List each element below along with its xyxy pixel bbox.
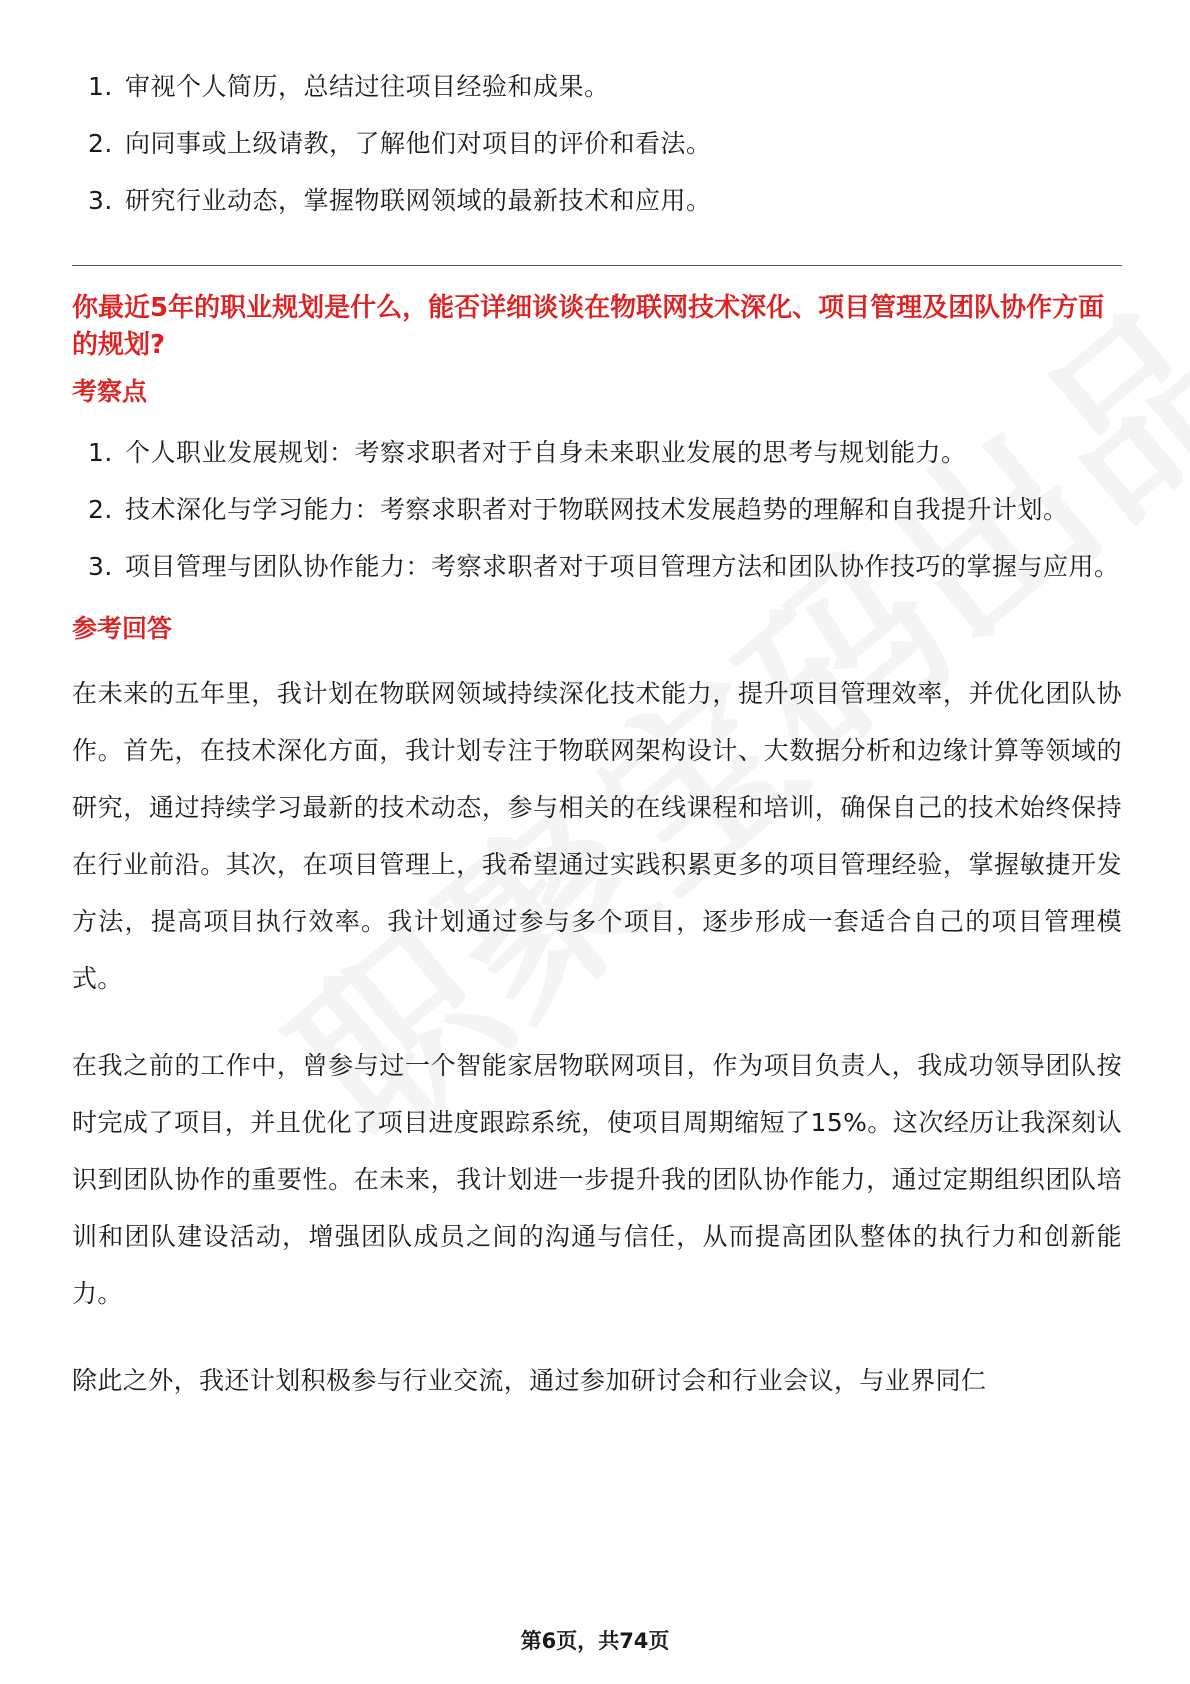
question-heading: 你最近5年的职业规划是什么，能否详细谈谈在物联网技术深化、项目管理及团队协作方面的规划? (72, 293, 1105, 360)
list-number: 1. (88, 438, 113, 467)
list-item-text: 个人职业发展规划：考察求职者对于自身未来职业发展的思考与规划能力。 (125, 438, 967, 467)
list-item (72, 58, 1122, 115)
examine-label: 考察点 (72, 377, 148, 406)
examine-list (72, 424, 1122, 595)
answer-label: 参考回答 (72, 614, 173, 643)
list-item (72, 538, 1122, 595)
answer-paragraph: 在我之前的工作中，曾参与过一个智能家居物联网项目，作为项目负责人，我成功领导团队按时完成了项目，并且优化了项目进度跟踪系统，使项目周期缩短了15%。这次经历让我深刻认识到团队协作的重要性。在未来，我计划进一步提升我的团队协作能力，通过定期组织团队培训和团队建设活动，增强团队成员之间的沟通与信任，从而提高团队整体的执行力和创新能力。 (72, 1051, 1122, 1308)
list-number: 2. (88, 495, 113, 524)
list-item (72, 172, 1122, 229)
list-item-text: 向同事或上级请教，了解他们对项目的评价和看法。 (125, 129, 712, 158)
top-list (72, 58, 1122, 229)
list-item-text: 项目管理与团队协作能力：考察求职者对于项目管理方法和团队协作技巧的掌握与应用。 (125, 552, 1120, 581)
list-number: 2. (88, 129, 113, 158)
list-item-text: 研究行业动态，掌握物联网领域的最新技术和应用。 (125, 186, 712, 215)
list-number: 1. (88, 72, 113, 101)
list-item (72, 481, 1122, 538)
section-divider (72, 265, 1122, 266)
list-item (72, 115, 1122, 172)
page-footer: 第6页，共74页 (520, 1629, 670, 1653)
list-number: 3. (88, 552, 113, 581)
list-number: 3. (88, 186, 113, 215)
answer-paragraph: 在未来的五年里，我计划在物联网领域持续深化技术能力，提升项目管理效率，并优化团队协作。首先，在技术深化方面，我计划专注于物联网架构设计、大数据分析和边缘计算等领域的研究，通过持续学习最新的技术动态，参与相关的在线课程和培训，确保自己的技术始终保持在行业前沿。其次，在项目管理上，我希望通过实践积累更多的项目管理经验，掌握敏捷开发方法，提高项目执行效率。我计划通过参与多个项目，逐步形成一套适合自己的项目管理模式。 (72, 679, 1122, 993)
answer-paragraph: 除此之外，我还计划积极参与行业交流，通过参加研讨会和行业会议，与业界同仁 (72, 1366, 987, 1395)
list-item-text: 审视个人简历，总结过往项目经验和成果。 (125, 72, 610, 101)
page-content (72, 58, 1122, 1439)
list-item-text: 技术深化与学习能力：考察求职者对于物联网技术发展趋势的理解和自我提升计划。 (125, 495, 1069, 524)
list-item (72, 424, 1122, 481)
